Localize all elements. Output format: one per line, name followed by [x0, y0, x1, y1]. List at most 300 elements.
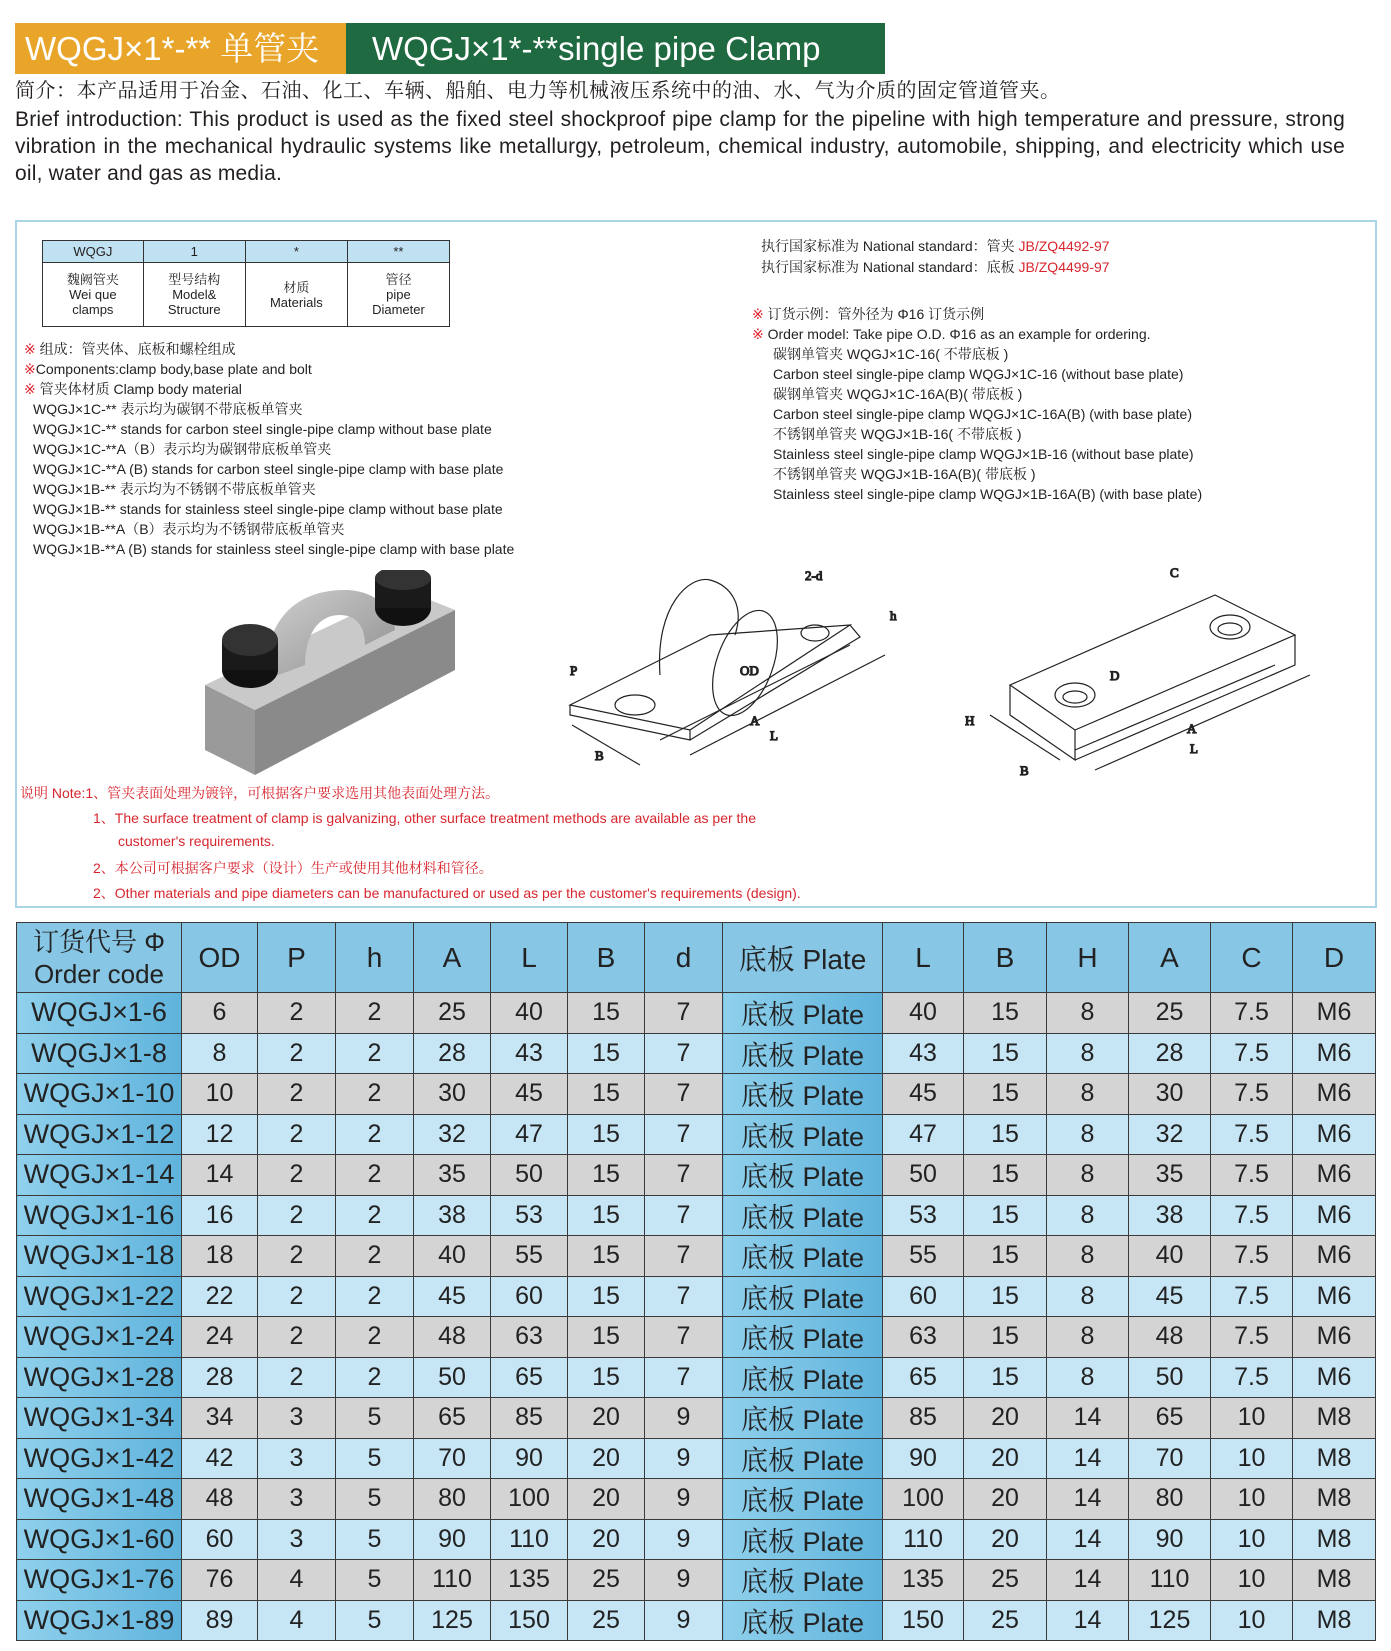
table-row	[17, 1560, 1376, 1601]
value-cell: M8	[1293, 1479, 1376, 1520]
reference-mark-icon: ※	[24, 361, 36, 377]
value-cell: 25	[568, 1560, 645, 1601]
value-cell: M6	[1293, 1074, 1376, 1115]
value-cell: 125	[1129, 1600, 1211, 1641]
value-cell: 10	[1211, 1438, 1293, 1479]
value-cell: 25	[1129, 993, 1211, 1034]
value-cell: 20	[964, 1398, 1047, 1439]
value-cell: 110	[883, 1519, 964, 1560]
value-cell: 10	[182, 1074, 258, 1115]
value-cell: M6	[1293, 993, 1376, 1034]
product-render-image	[195, 570, 465, 780]
meaning-line: Diameter	[372, 302, 425, 317]
model-code-table	[42, 240, 450, 327]
value-cell: 8	[1047, 1357, 1129, 1398]
value-cell: 110	[1129, 1560, 1211, 1601]
plate-cell: 底板 Plate	[723, 1195, 883, 1236]
value-cell: 7	[645, 1155, 723, 1196]
value-cell: 15	[568, 1033, 645, 1074]
value-cell: 30	[1129, 1074, 1211, 1115]
value-cell: 2	[336, 993, 414, 1034]
plate-cell: 底板 Plate	[723, 1236, 883, 1277]
value-cell: 16	[182, 1195, 258, 1236]
value-cell: 8	[1047, 1155, 1129, 1196]
value-cell: 20	[568, 1519, 645, 1560]
value-cell: 38	[1129, 1195, 1211, 1236]
value-cell: 10	[1211, 1398, 1293, 1439]
value-cell: 8	[1047, 1114, 1129, 1155]
code-cell: WQGJ	[43, 241, 144, 263]
value-cell: 80	[414, 1479, 491, 1520]
intro-chinese: 简介：本产品适用于冶金、石油、化工、车辆、船舶、电力等机械液压系统中的油、水、气为介质的固定管道管夹。	[15, 80, 1061, 102]
value-cell: 28	[1129, 1033, 1211, 1074]
value-cell: 45	[491, 1074, 568, 1115]
value-cell: M6	[1293, 1195, 1376, 1236]
label-a: A	[750, 713, 760, 728]
value-cell: 48	[1129, 1317, 1211, 1358]
plate-dimension-drawing	[965, 565, 1325, 800]
value-cell: 15	[568, 1114, 645, 1155]
order-code-cell: WQGJ×1-22	[17, 1276, 182, 1317]
value-cell: 7	[645, 1033, 723, 1074]
label-od: OD	[740, 663, 759, 678]
value-cell: 60	[491, 1276, 568, 1317]
meaning-line: 型号结构	[168, 272, 221, 287]
table-row	[17, 1357, 1376, 1398]
value-cell: 90	[883, 1438, 964, 1479]
column-header: A	[414, 923, 491, 993]
value-cell: 9	[645, 1519, 723, 1560]
plate-cell: 底板 Plate	[723, 1398, 883, 1439]
value-cell: 15	[964, 1155, 1047, 1196]
column-header: H	[1047, 923, 1129, 993]
value-cell: 25	[964, 1560, 1047, 1601]
title-bar	[15, 23, 885, 74]
value-cell: 40	[883, 993, 964, 1034]
value-cell: 34	[182, 1398, 258, 1439]
title-chinese: WQGJ×1*-** 单管夹	[15, 23, 346, 74]
value-cell: 70	[414, 1438, 491, 1479]
value-cell: 43	[491, 1033, 568, 1074]
plate-cell: 底板 Plate	[723, 1438, 883, 1479]
intro-english: Brief introduction: This product is used as the fixed steel shockproof pipe clamp for the pipeline with high temperature and pressure, strong vibration in the mechanical hydraulic systems like metallurgy, petroleum, chemical industry, automobile, shipping, and electricity which use oil, water and gas as media.	[15, 108, 1345, 185]
value-cell: 7.5	[1211, 1033, 1293, 1074]
plate-cell: 底板 Plate	[723, 1600, 883, 1641]
note-line: 2、本公司可根据客户要求（设计）生产或使用其他材料和管径。	[93, 860, 493, 876]
value-cell: 2	[258, 1236, 336, 1277]
label-c: C	[1170, 565, 1179, 580]
value-cell: 15	[964, 1276, 1047, 1317]
value-cell: 7.5	[1211, 1074, 1293, 1115]
value-cell: 45	[414, 1276, 491, 1317]
value-cell: 125	[414, 1600, 491, 1641]
value-cell: 20	[568, 1398, 645, 1439]
standard-label: 执行国家标准为 National standard：管夹	[761, 238, 1019, 254]
value-cell: 45	[883, 1074, 964, 1115]
value-cell: 10	[1211, 1600, 1293, 1641]
value-cell: 15	[568, 1195, 645, 1236]
value-cell: 7.5	[1211, 1195, 1293, 1236]
value-cell: 5	[336, 1519, 414, 1560]
value-cell: M6	[1293, 1357, 1376, 1398]
code-cell: **	[347, 241, 449, 263]
note-text: Order model: Take pipe O.D. Φ16 as an example for ordering.	[763, 326, 1151, 342]
value-cell: 45	[1129, 1276, 1211, 1317]
value-cell: 24	[182, 1317, 258, 1358]
national-standard-plate	[761, 257, 1110, 277]
value-cell: 2	[258, 1317, 336, 1358]
label-l: L	[770, 728, 778, 743]
column-header: D	[1293, 923, 1376, 993]
meaning-cell	[245, 263, 347, 327]
order-line: Carbon steel single-pipe clamp WQGJ×1C-16A(B) (with base plate)	[773, 406, 1193, 422]
material-title	[24, 379, 242, 399]
value-cell: 14	[1047, 1519, 1129, 1560]
plate-cell: 底板 Plate	[723, 1074, 883, 1115]
table-row	[17, 1276, 1376, 1317]
value-cell: 8	[1047, 1074, 1129, 1115]
value-cell: 53	[491, 1195, 568, 1236]
value-cell: 15	[964, 1074, 1047, 1115]
value-cell: 63	[883, 1317, 964, 1358]
value-cell: 9	[645, 1398, 723, 1439]
meaning-line: pipe	[386, 287, 411, 302]
code-cell: *	[245, 241, 347, 263]
value-cell: 55	[491, 1236, 568, 1277]
plate-cell: 底板 Plate	[723, 1357, 883, 1398]
value-cell: M8	[1293, 1600, 1376, 1641]
label-a: A	[1187, 721, 1197, 736]
value-cell: 2	[258, 1033, 336, 1074]
order-code-cell: WQGJ×1-14	[17, 1155, 182, 1196]
standard-code: JB/ZQ4492-97	[1018, 238, 1110, 254]
value-cell: 8	[1047, 1317, 1129, 1358]
value-cell: 25	[568, 1600, 645, 1641]
value-cell: M8	[1293, 1560, 1376, 1601]
value-cell: 15	[568, 1317, 645, 1358]
value-cell: 4	[258, 1600, 336, 1641]
material-line: WQGJ×1B-** stands for stainless steel single-pipe clamp without base plate	[33, 501, 503, 517]
column-header: 订货代号 Φ Order code	[17, 923, 182, 993]
value-cell: 15	[964, 1357, 1047, 1398]
plate-cell: 底板 Plate	[723, 1479, 883, 1520]
value-cell: 5	[336, 1438, 414, 1479]
order-line: 不锈钢单管夹 WQGJ×1B-16A(B)( 带底板 )	[773, 466, 1036, 482]
order-code-cell: WQGJ×1-12	[17, 1114, 182, 1155]
value-cell: 10	[1211, 1519, 1293, 1560]
meaning-line: 管径	[385, 272, 412, 287]
column-header: C	[1211, 923, 1293, 993]
value-cell: 2	[336, 1195, 414, 1236]
value-cell: 76	[182, 1560, 258, 1601]
value-cell: 53	[883, 1195, 964, 1236]
table-row	[17, 1479, 1376, 1520]
value-cell: 7.5	[1211, 993, 1293, 1034]
value-cell: 90	[414, 1519, 491, 1560]
table-row	[17, 993, 1376, 1034]
value-cell: 100	[883, 1479, 964, 1520]
note-line: 1、The surface treatment of clamp is galvanizing, other surface treatment methods are available as per the	[93, 810, 757, 826]
value-cell: 2	[336, 1074, 414, 1115]
value-cell: 7	[645, 1317, 723, 1358]
material-line: WQGJ×1B-** 表示均为不锈钢不带底板单管夹	[33, 481, 316, 497]
order-code-cell: WQGJ×1-89	[17, 1600, 182, 1641]
value-cell: 3	[258, 1519, 336, 1560]
value-cell: 9	[645, 1479, 723, 1520]
value-cell: 3	[258, 1479, 336, 1520]
value-cell: 2	[258, 1357, 336, 1398]
value-cell: 35	[1129, 1155, 1211, 1196]
meaning-cell	[347, 263, 449, 327]
value-cell: 80	[1129, 1479, 1211, 1520]
value-cell: 7	[645, 1114, 723, 1155]
value-cell: M6	[1293, 1114, 1376, 1155]
value-cell: 8	[1047, 993, 1129, 1034]
plate-cell: 底板 Plate	[723, 1033, 883, 1074]
order-code-cell: WQGJ×1-34	[17, 1398, 182, 1439]
value-cell: 20	[568, 1479, 645, 1520]
value-cell: 43	[883, 1033, 964, 1074]
value-cell: 15	[964, 1236, 1047, 1277]
column-header: B	[964, 923, 1047, 993]
label-d: D	[1110, 668, 1120, 683]
reference-mark-icon: ※	[24, 381, 36, 397]
value-cell: 14	[1047, 1438, 1129, 1479]
title-english: WQGJ×1*-**single pipe Clamp	[346, 23, 885, 74]
value-cell: 2	[258, 1195, 336, 1236]
value-cell: 10	[1211, 1479, 1293, 1520]
value-cell: 150	[491, 1600, 568, 1641]
order-code-cell: WQGJ×1-60	[17, 1519, 182, 1560]
value-cell: 7	[645, 1074, 723, 1115]
value-cell: 60	[883, 1276, 964, 1317]
note-text: Components:clamp body,base plate and bolt	[35, 361, 312, 377]
value-cell: 50	[1129, 1357, 1211, 1398]
value-cell: 15	[568, 1155, 645, 1196]
value-cell: 100	[491, 1479, 568, 1520]
value-cell: 65	[1129, 1398, 1211, 1439]
plate-cell: 底板 Plate	[723, 1519, 883, 1560]
meaning-cell	[43, 263, 144, 327]
note-text: 管夹体材质 Clamp body material	[35, 381, 242, 397]
value-cell: 48	[414, 1317, 491, 1358]
label-l: L	[1190, 741, 1198, 756]
column-header: P	[258, 923, 336, 993]
label-b: B	[595, 748, 604, 763]
value-cell: 65	[414, 1398, 491, 1439]
note-text: 组成：管夹体、底板和螺栓组成	[35, 341, 236, 357]
order-line: 碳钢单管夹 WQGJ×1C-16( 不带底板 )	[773, 346, 1009, 362]
value-cell: 5	[336, 1560, 414, 1601]
national-standard-clamp	[761, 236, 1110, 256]
column-header: OD	[182, 923, 258, 993]
note-line: 2、Other materials and pipe diameters can be manufactured or used as per the customer's requirements (design).	[93, 885, 801, 901]
table-row	[17, 1195, 1376, 1236]
value-cell: 2	[336, 1236, 414, 1277]
value-cell: 70	[1129, 1438, 1211, 1479]
order-code-cell: WQGJ×1-42	[17, 1438, 182, 1479]
value-cell: 20	[964, 1479, 1047, 1520]
meaning-line: Structure	[167, 302, 221, 317]
value-cell: 7.5	[1211, 1114, 1293, 1155]
material-line: WQGJ×1C-** stands for carbon steel single-pipe clamp without base plate	[33, 421, 492, 437]
value-cell: 15	[568, 1276, 645, 1317]
value-cell: 8	[182, 1033, 258, 1074]
material-line: WQGJ×1C-**A (B) stands for carbon steel single-pipe clamp with base plate	[33, 461, 504, 477]
value-cell: 14	[1047, 1560, 1129, 1601]
order-line: Carbon steel single-pipe clamp WQGJ×1C-16 (without base plate)	[773, 366, 1184, 382]
value-cell: 2	[336, 1033, 414, 1074]
value-cell: 10	[1211, 1560, 1293, 1601]
value-cell: 85	[883, 1398, 964, 1439]
order-line: Stainless steel single-pipe clamp WQGJ×1B-16A(B) (with base plate)	[773, 486, 1203, 502]
value-cell: 48	[182, 1479, 258, 1520]
meaning-line: Model&	[172, 287, 217, 302]
value-cell: 7	[645, 1236, 723, 1277]
value-cell: 7	[645, 1276, 723, 1317]
value-cell: 2	[258, 1114, 336, 1155]
value-cell: 40	[491, 993, 568, 1034]
value-cell: 135	[491, 1560, 568, 1601]
table-row	[17, 1114, 1376, 1155]
value-cell: M8	[1293, 1398, 1376, 1439]
specification-table	[16, 922, 1376, 1641]
material-line: WQGJ×1C-**A（B）表示均为碳钢带底板单管夹	[33, 441, 332, 457]
value-cell: 2	[336, 1155, 414, 1196]
value-cell: 2	[336, 1114, 414, 1155]
value-cell: 60	[182, 1519, 258, 1560]
value-cell: 5	[336, 1600, 414, 1641]
value-cell: 32	[414, 1114, 491, 1155]
label-b: B	[1020, 763, 1029, 778]
value-cell: 9	[645, 1560, 723, 1601]
value-cell: 14	[1047, 1479, 1129, 1520]
value-cell: M6	[1293, 1155, 1376, 1196]
label-h: h	[890, 608, 897, 623]
value-cell: 14	[1047, 1600, 1129, 1641]
value-cell: 5	[336, 1479, 414, 1520]
value-cell: 20	[568, 1438, 645, 1479]
value-cell: 15	[964, 1317, 1047, 1358]
standard-code: JB/ZQ4499-97	[1018, 259, 1110, 275]
table-row	[17, 1155, 1376, 1196]
plate-cell: 底板 Plate	[723, 1317, 883, 1358]
value-cell: 12	[182, 1114, 258, 1155]
value-cell: 110	[491, 1519, 568, 1560]
value-cell: 2	[258, 993, 336, 1034]
order-line: Stainless steel single-pipe clamp WQGJ×1B-16 (without base plate)	[773, 446, 1194, 462]
value-cell: 90	[491, 1438, 568, 1479]
value-cell: 150	[883, 1600, 964, 1641]
value-cell: 15	[568, 1074, 645, 1115]
value-cell: 85	[491, 1398, 568, 1439]
value-cell: 7	[645, 993, 723, 1034]
plate-cell: 底板 Plate	[723, 1155, 883, 1196]
value-cell: 6	[182, 993, 258, 1034]
value-cell: 32	[1129, 1114, 1211, 1155]
value-cell: 7.5	[1211, 1317, 1293, 1358]
value-cell: 50	[883, 1155, 964, 1196]
value-cell: 40	[1129, 1236, 1211, 1277]
table-row	[17, 1438, 1376, 1479]
reference-mark-icon: ※	[24, 341, 36, 357]
standard-label: 执行国家标准为 National standard：底板	[761, 259, 1019, 275]
column-header: 底板 Plate	[723, 923, 883, 993]
order-code-cell: WQGJ×1-18	[17, 1236, 182, 1277]
label-2d: 2-d	[805, 568, 823, 583]
value-cell: M8	[1293, 1519, 1376, 1560]
value-cell: M6	[1293, 1317, 1376, 1358]
meaning-cell	[143, 263, 245, 327]
value-cell: 35	[414, 1155, 491, 1196]
composition-cn	[24, 339, 236, 359]
value-cell: 2	[336, 1357, 414, 1398]
value-cell: 15	[964, 1033, 1047, 1074]
value-cell: 20	[964, 1438, 1047, 1479]
value-cell: 2	[258, 1155, 336, 1196]
plate-cell: 底板 Plate	[723, 993, 883, 1034]
label-h: H	[965, 713, 975, 728]
value-cell: 38	[414, 1195, 491, 1236]
value-cell: 50	[491, 1155, 568, 1196]
note-text: 订货示例：管外径为 Φ16 订货示例	[763, 306, 985, 322]
table-row	[17, 1236, 1376, 1277]
value-cell: 2	[336, 1276, 414, 1317]
column-header: B	[568, 923, 645, 993]
value-cell: 50	[414, 1357, 491, 1398]
value-cell: 15	[964, 1195, 1047, 1236]
value-cell: 47	[883, 1114, 964, 1155]
table-row	[17, 1033, 1376, 1074]
value-cell: 89	[182, 1600, 258, 1641]
material-line: WQGJ×1B-**A（B）表示均为不锈钢带底板单管夹	[33, 521, 345, 537]
meaning-line: Materials	[269, 294, 323, 310]
value-cell: 8	[1047, 1236, 1129, 1277]
order-code-cell: WQGJ×1-10	[17, 1074, 182, 1115]
order-code-cell: WQGJ×1-8	[17, 1033, 182, 1074]
value-cell: 7.5	[1211, 1155, 1293, 1196]
value-cell: 8	[1047, 1033, 1129, 1074]
meaning-line: clamps	[72, 302, 114, 317]
value-cell: 3	[258, 1398, 336, 1439]
value-cell: 7	[645, 1357, 723, 1398]
value-cell: 14	[1047, 1398, 1129, 1439]
table-row	[17, 1074, 1376, 1115]
code-cell: 1	[143, 241, 245, 263]
order-example-cn	[752, 304, 984, 324]
order-example-en	[752, 324, 1151, 344]
value-cell: 7	[645, 1195, 723, 1236]
value-cell: 22	[182, 1276, 258, 1317]
value-cell: 9	[645, 1600, 723, 1641]
order-code-cell: WQGJ×1-16	[17, 1195, 182, 1236]
value-cell: 110	[414, 1560, 491, 1601]
column-header: L	[883, 923, 964, 993]
value-cell: 2	[336, 1317, 414, 1358]
value-cell: 7.5	[1211, 1236, 1293, 1277]
value-cell: 25	[414, 993, 491, 1034]
column-header: A	[1129, 923, 1211, 993]
value-cell: 9	[645, 1438, 723, 1479]
order-code-cell: WQGJ×1-48	[17, 1479, 182, 1520]
reference-mark-icon: ※	[752, 306, 764, 322]
value-cell: 4	[258, 1560, 336, 1601]
value-cell: 90	[1129, 1519, 1211, 1560]
value-cell: 18	[182, 1236, 258, 1277]
value-cell: 63	[491, 1317, 568, 1358]
value-cell: 2	[258, 1074, 336, 1115]
composition-en	[24, 359, 312, 379]
